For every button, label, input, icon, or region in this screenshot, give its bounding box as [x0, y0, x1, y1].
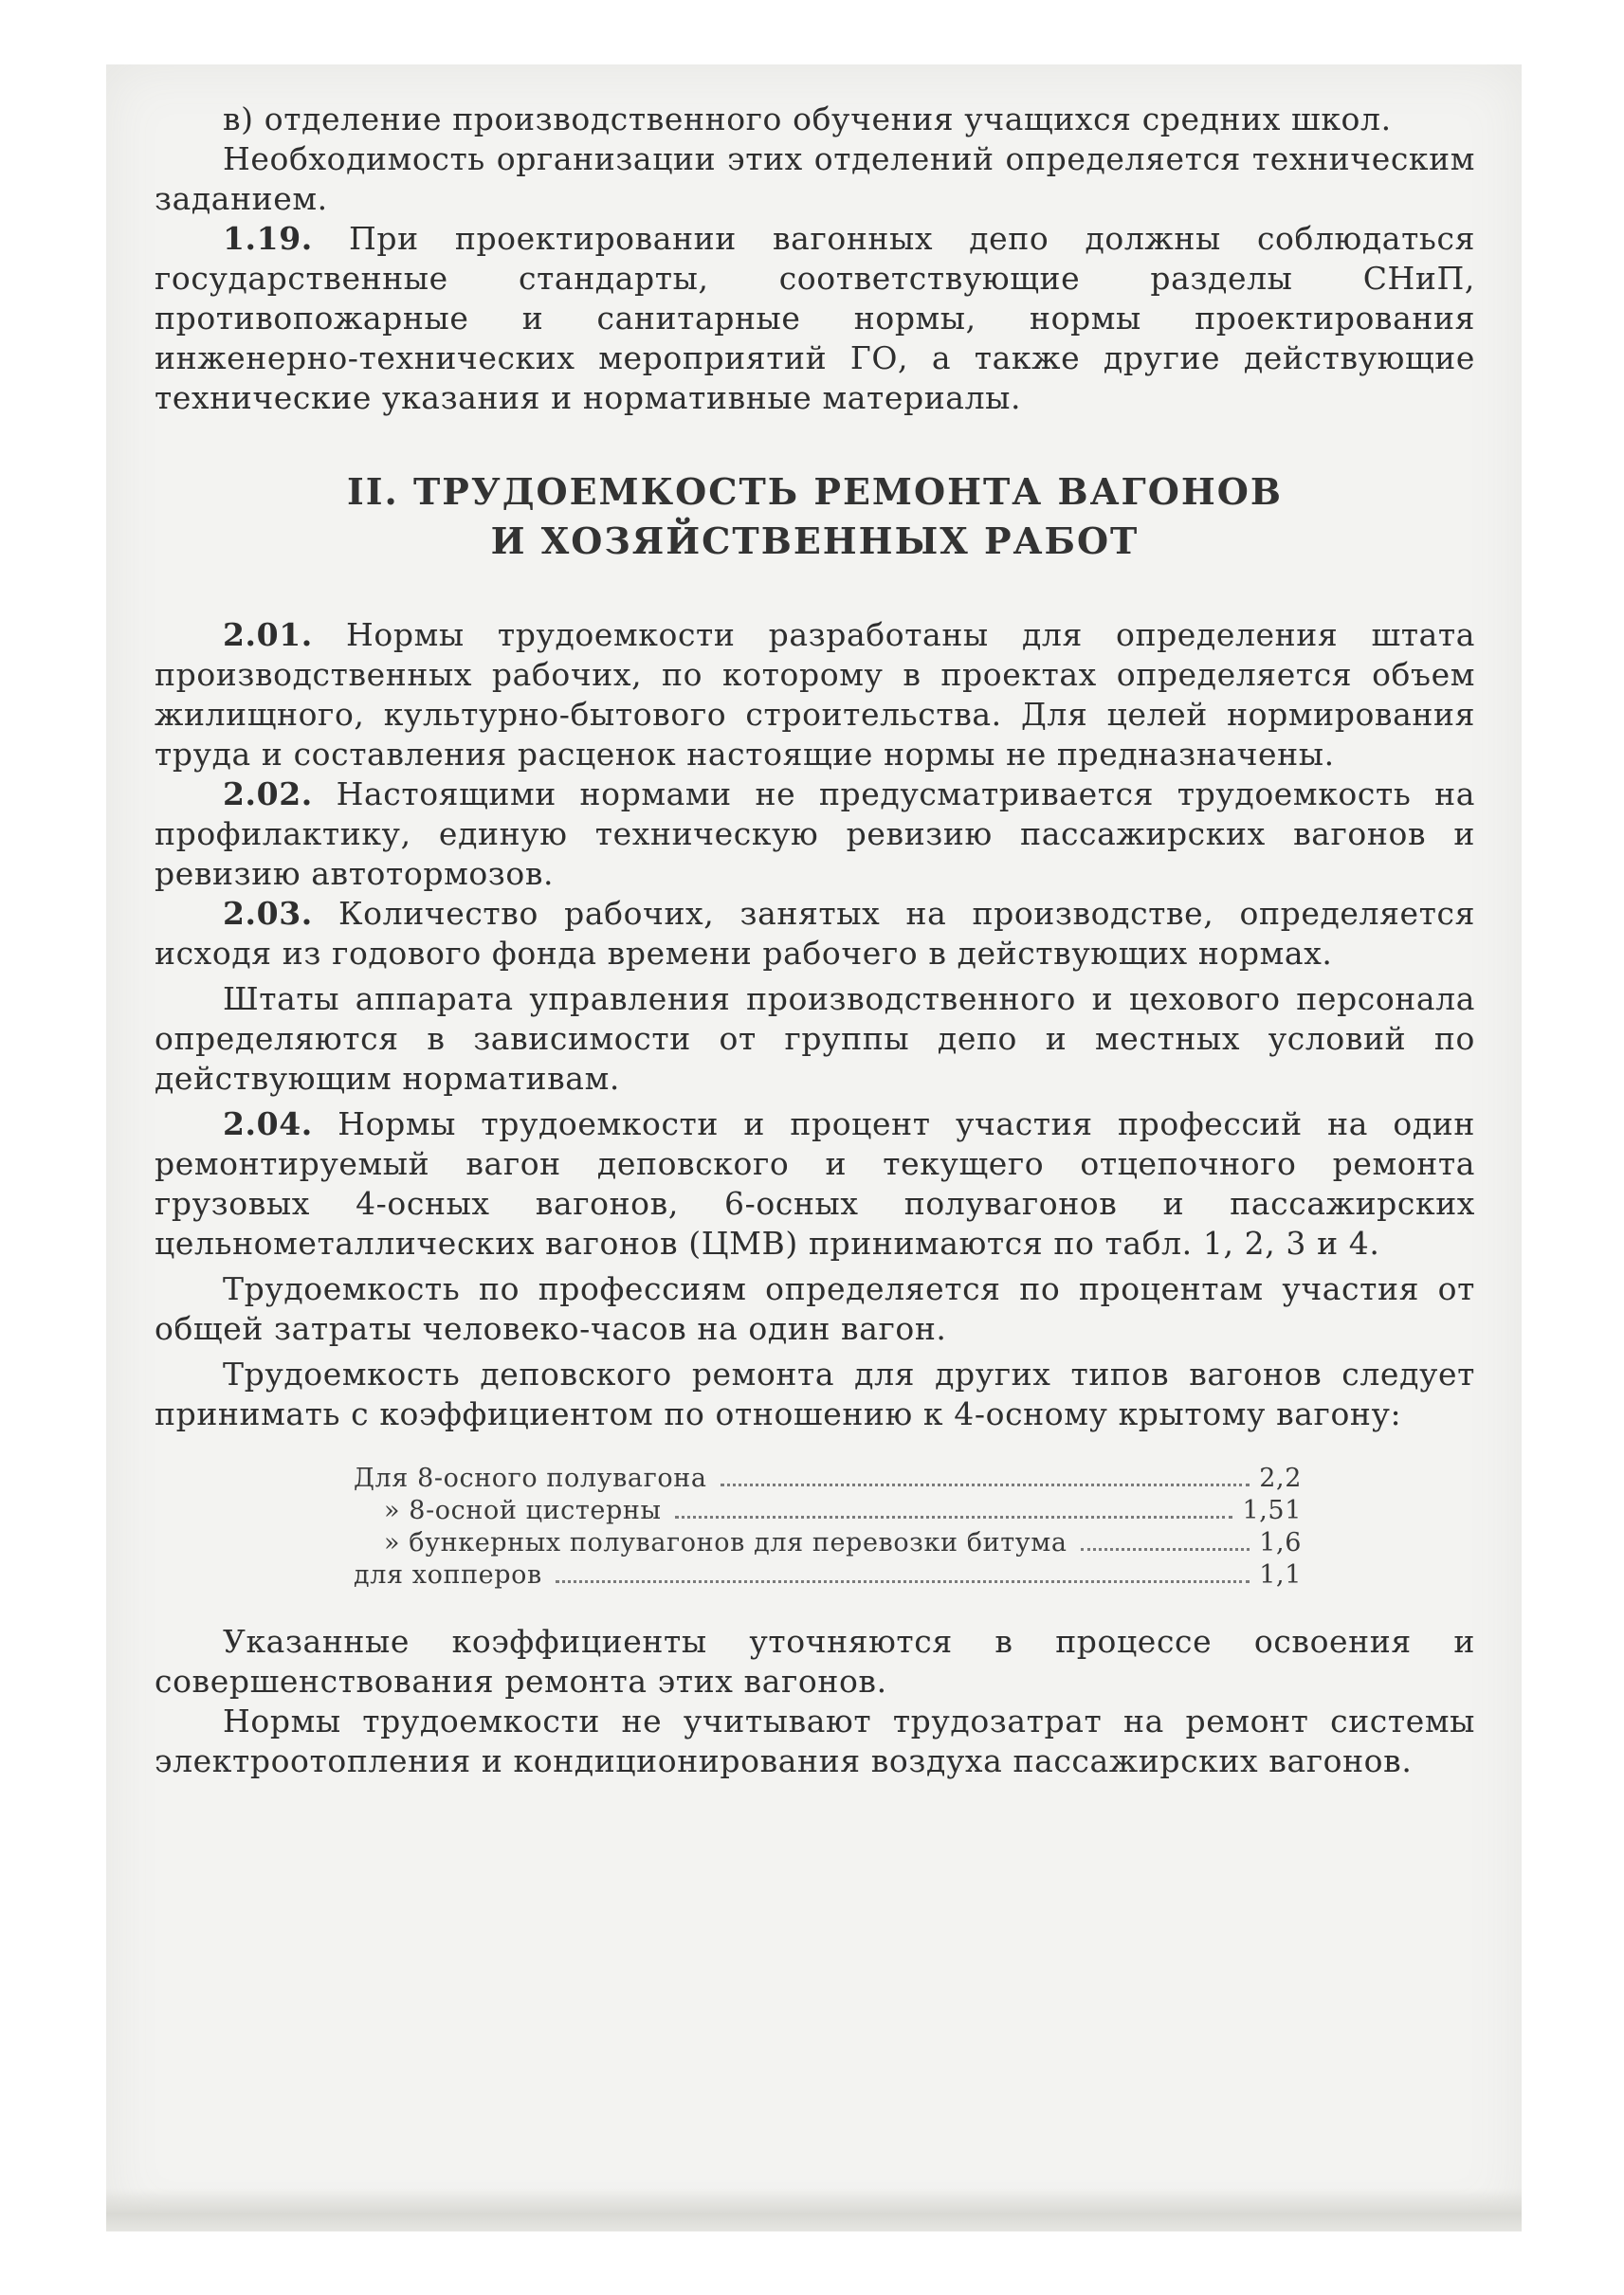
section-heading [155, 467, 1475, 566]
coefficient-row [354, 1527, 1302, 1559]
paragraph-2-02 [155, 774, 1475, 894]
paragraph-2-03 [155, 894, 1475, 974]
coefficient-row [354, 1495, 1302, 1527]
clause-number: 2.02. [223, 775, 313, 812]
coefficient-label: для хопперов [354, 1560, 542, 1590]
paragraph-technical-task: Необходимость организации этих отделений определяется техническим заданием. [155, 140, 1475, 217]
paragraph-excluded-work: Нормы трудоемкости не учитывают трудозатрат на ремонт системы электроотопления и кондиционирования воздуха пассажирских вагонов. [155, 1703, 1475, 1779]
clause-text: Настоящими нормами не предусматривается трудоемкость на профилактику, единую техническую ревизию пассажирских вагонов и ревизию автотормозов. [155, 775, 1475, 892]
coefficient-value: 1,51 [1242, 1496, 1302, 1525]
clause-text: Нормы трудоемкости разработаны для определения штата производственных рабочих, по которому в проектах определяется объем жилищного, культурно-бытового строительства. Для целей нормирования труда и составления расценок настоящие нормы не предназначены. [155, 616, 1475, 773]
coefficient-label: » бункерных полувагонов для перевозки битума [384, 1528, 1067, 1557]
coefficient-row [354, 1559, 1302, 1592]
clause-text: Количество рабочих, занятых на производстве, определяется исходя из годового фонда времени рабочего в действующих нормах. [155, 895, 1475, 972]
dot-leader [721, 1484, 1250, 1486]
dot-leader [675, 1516, 1233, 1519]
coefficient-value: 2,2 [1259, 1464, 1302, 1493]
document-body [155, 100, 1475, 1781]
clause-number: 2.03. [223, 895, 313, 932]
clause-text: При проектировании вагонных депо должны соблюдаться государственные стандарты, соответствующие разделы СНиП, противопожарные и санитарные нормы, нормы проектирования инженерно-технических мероприятий ГО, а также другие действующие технические указания и нормативные материалы. [155, 220, 1475, 416]
clause-number: 2.01. [223, 616, 313, 653]
dot-leader [1081, 1548, 1250, 1551]
coefficient-label: » 8-осной цистерны [384, 1496, 662, 1525]
coefficient-row [354, 1463, 1302, 1495]
coefficient-value: 1,1 [1259, 1560, 1302, 1590]
clause-text: Нормы трудоемкости и процент участия профессий на один ремонтируемый вагон деповского и текущего отцепочного ремонта грузовых 4-осных вагонов, 6-осных полувагонов и пассажирских цельнометаллических вагонов (ЦМВ) принимаются по табл. 1, 2, 3 и 4. [155, 1105, 1475, 1262]
paragraph-labor-by-profession: Трудоемкость по профессиям определяется по процентам участия от общей затраты человеко-часов на один вагон. [155, 1270, 1475, 1347]
section-heading-line-2: И ХОЗЯЙСТВЕННЫХ РАБОТ [490, 519, 1140, 562]
clause-number: 1.19. [223, 220, 313, 257]
coefficient-list [354, 1463, 1302, 1592]
dot-leader [556, 1580, 1250, 1583]
paragraph-other-wagon-types: Трудоемкость деповского ремонта для других типов вагонов следует принимать с коэффициентом по отношению к 4-осному крытому вагону: [155, 1356, 1475, 1432]
paragraph-1-19 [155, 219, 1475, 418]
paragraph-2-01 [155, 615, 1475, 774]
coefficient-value: 1,6 [1259, 1528, 1302, 1557]
paragraph-coefficients-refined: Указанные коэффициенты уточняются в процессе освоения и совершенствования ремонта этих вагонов. [155, 1623, 1475, 1700]
clause-number: 2.04. [223, 1105, 313, 1142]
paragraph-2-04 [155, 1104, 1475, 1264]
paragraph-management-staff: Штаты аппарата управления производственного и цехового персонала определяются в зависимости от группы депо и местных условий по действующим нормативам. [155, 980, 1475, 1097]
paragraph-school-department: в) отделение производственного обучения учащихся средних школ. [223, 100, 1392, 137]
section-heading-line-1: II. ТРУДОЕМКОСТЬ РЕМОНТА ВАГОНОВ [347, 470, 1283, 513]
coefficient-label: Для 8-осного полувагона [354, 1464, 707, 1493]
